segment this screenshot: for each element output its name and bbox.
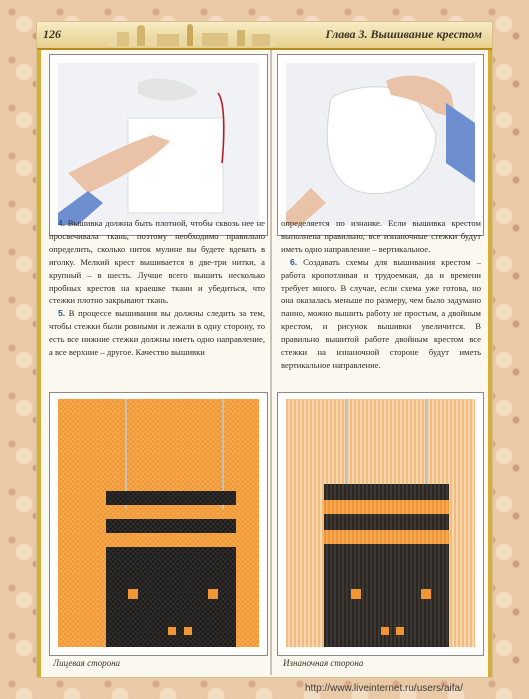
right-gold-border: [488, 50, 492, 677]
paragraph-continuation: [281, 217, 481, 256]
paragraph-text: В процессе вышивания вы должны следить за тем, чтобы стежки были ровными и лежали в одну сторону, то есть все нижние стежки должны иметь одно направление, а все верхние – другое. Качество вышивки: [49, 308, 265, 358]
photo-frame-top-right: [277, 54, 484, 236]
paragraph-text: Вышивка должна быть плотной, чтобы сквозь нее не просвечивала ткань, поэтому необходимо правильно определить, сколько ниток мулине вы будете вдевать в иголку. Мелкий крест вышивается в две-три нитки, а крупный – в шесть. Лучше всего вышить несколько пробных крестов на краешке ткани и убедиться, что стежки плотно закрывают ткань.: [49, 218, 265, 306]
column-divider: [270, 50, 272, 675]
page-header: [37, 22, 492, 50]
source-watermark: http://www.liveinternet.ru/users/aifa/: [305, 683, 463, 694]
hands-threading-illustration-icon: [58, 63, 259, 225]
hands-stitching-photo: [286, 63, 475, 225]
paragraph-6: [281, 256, 481, 372]
embroidery-front-photo: [58, 399, 259, 647]
right-text-column: [281, 217, 481, 372]
left-text-column: [49, 217, 265, 359]
caption-back-side: Изнаночная сторона: [283, 658, 364, 668]
paragraph-number: 6.: [290, 256, 298, 267]
photo-frame-top-left: [49, 54, 268, 236]
embroidery-back-photo: [286, 399, 475, 647]
paragraph-number: 5.: [58, 308, 66, 319]
paragraph-text: определяется по изнанке. Если вышивка крестом выполнена правильно, все изнаночные стежки будут иметь одно направление – вертикальное.: [281, 218, 481, 254]
paragraph-5: [49, 307, 265, 359]
photo-frame-bottom-right: [277, 392, 484, 656]
paragraph-number: 4.: [58, 218, 66, 228]
book-page: [37, 22, 492, 677]
skyline-ornament-icon: [107, 24, 277, 46]
hands-threading-photo: [58, 63, 259, 225]
caption-front-side: Лицевая сторона: [53, 658, 121, 668]
chapter-title: Глава 3. Вышивание крестом: [325, 27, 482, 41]
paragraph-text: Создавать схемы для вышивания крестом – работа кропотливая и трудоемкая, да и времени требует много. В случае, если схема уже готова, но она оказалась меньше по размеру, чем было задумано панно, можно вышить работу не простым, а двойным крестом, и рисунок вышивки увеличится. В правильно вышитой работе двойным крестом все стежки на изнаночной стороне будут иметь вертикальное направление.: [281, 256, 481, 370]
paragraph-4: [49, 217, 265, 307]
hands-stitching-illustration-icon: [286, 63, 475, 225]
page-number: 126: [43, 27, 61, 41]
embroidery-front-illustration-icon: [58, 399, 259, 647]
photo-frame-bottom-left: [49, 392, 268, 656]
embroidery-back-illustration-icon: [286, 399, 475, 647]
left-gold-border: [37, 50, 41, 677]
